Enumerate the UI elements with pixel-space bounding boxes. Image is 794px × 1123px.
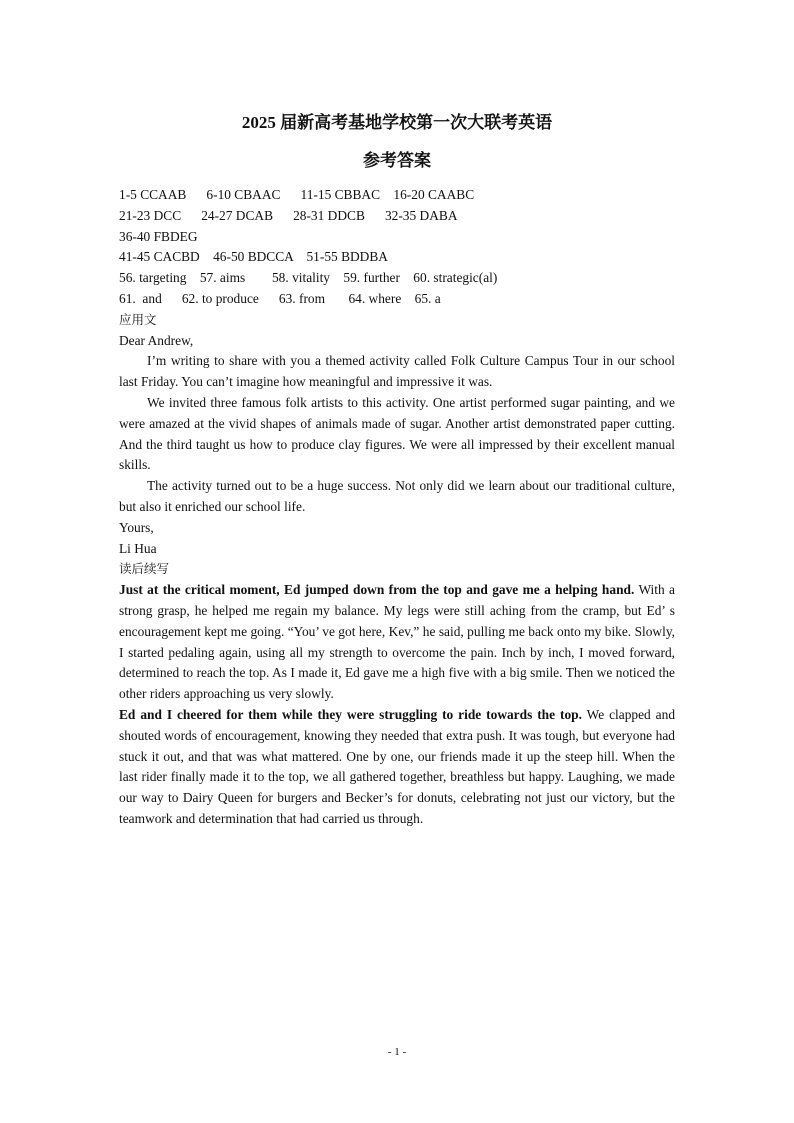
continuation-paragraph-1 xyxy=(119,580,675,705)
continuation-p2-opening: Ed and I cheered for them while they were struggling to ride towards the top. xyxy=(119,706,582,722)
letter-greeting: Dear Andrew, xyxy=(119,332,194,348)
document-body xyxy=(119,185,675,830)
answer-line-3: 36-40 FBDEG xyxy=(119,228,198,244)
document-title: 2025 届新高考基地学校第一次大联考英语 xyxy=(241,113,553,132)
letter-paragraph-3: The activity turned out to be a huge success. Not only did we learn about our traditional culture, but also it enriched our school life. xyxy=(119,478,675,514)
section-heading-writing: 应用文 xyxy=(119,311,157,327)
answer-line-2: 21-23 DCC 24-27 DCAB 28-31 DDCB 32-35 DABA xyxy=(119,207,458,223)
continuation-p1-opening: Just at the critical moment, Ed jumped down from the top and gave me a helping hand. xyxy=(119,582,635,598)
letter-paragraph-1: I’m writing to share with you a themed activity called Folk Culture Campus Tour in our school last Friday. You can’t imagine how meaningful and impressive it was. xyxy=(119,353,675,390)
letter-signature: Li Hua xyxy=(119,540,157,556)
answer-line-6: 61. and 62. to produce 63. from 64. where 65. a xyxy=(119,290,441,306)
continuation-p1-body: With a strong grasp, he helped me regain my balance. My legs were still aching from the cramp, but Ed’ s encouragement kept me going. “You’ ve got here, Kev,” he said, pulling me back onto my bike. Slowly, I started pedaling again, using all my strength to overcome the pain. Inch by inch, I moved forward, determined to reach the top. As I made it, Ed gave me a high five with a big smile. Then we noticed the other riders approaching us very slowly. xyxy=(119,582,675,702)
section-heading-continuation: 读后续写 xyxy=(119,561,170,577)
page-number: - 1 - xyxy=(387,1046,407,1058)
letter-paragraph-2: We invited three famous folk artists to this activity. One artist performed sugar painting, and we were amazed at the vivid shapes of animals made of sugar. Another artist demonstrated paper cutting. And the third taught us how to produce clay figures. We were all impressed by their excellent manual skills. xyxy=(119,394,675,473)
document-subtitle: 参考答案 xyxy=(363,151,431,170)
letter-closing: Yours, xyxy=(119,519,154,535)
continuation-paragraph-2 xyxy=(119,705,675,830)
answer-line-5: 56. targeting 57. aims 58. vitality 59. further 60. strategic(al) xyxy=(119,270,498,286)
answer-line-4: 41-45 CACBD 46-50 BDCCA 51-55 BDDBA xyxy=(119,249,388,265)
answer-line-1: 1-5 CCAAB 6-10 CBAAC 11-15 CBBAC 16-20 CAABC xyxy=(119,187,475,202)
continuation-p2-body: We clapped and shouted words of encouragement, knowing they needed that extra push. It was tough, but everyone had stuck it out, and that was what mattered. One by one, our friends made it up the steep hill. When the last rider finally made it to the top, we all gathered together, breathless but happy. Laughing, we made our way to Dairy Queen for burgers and Becker’s for donuts, celebrating not just our victory, but the teamwork and determination that had carried us through. xyxy=(119,706,676,826)
